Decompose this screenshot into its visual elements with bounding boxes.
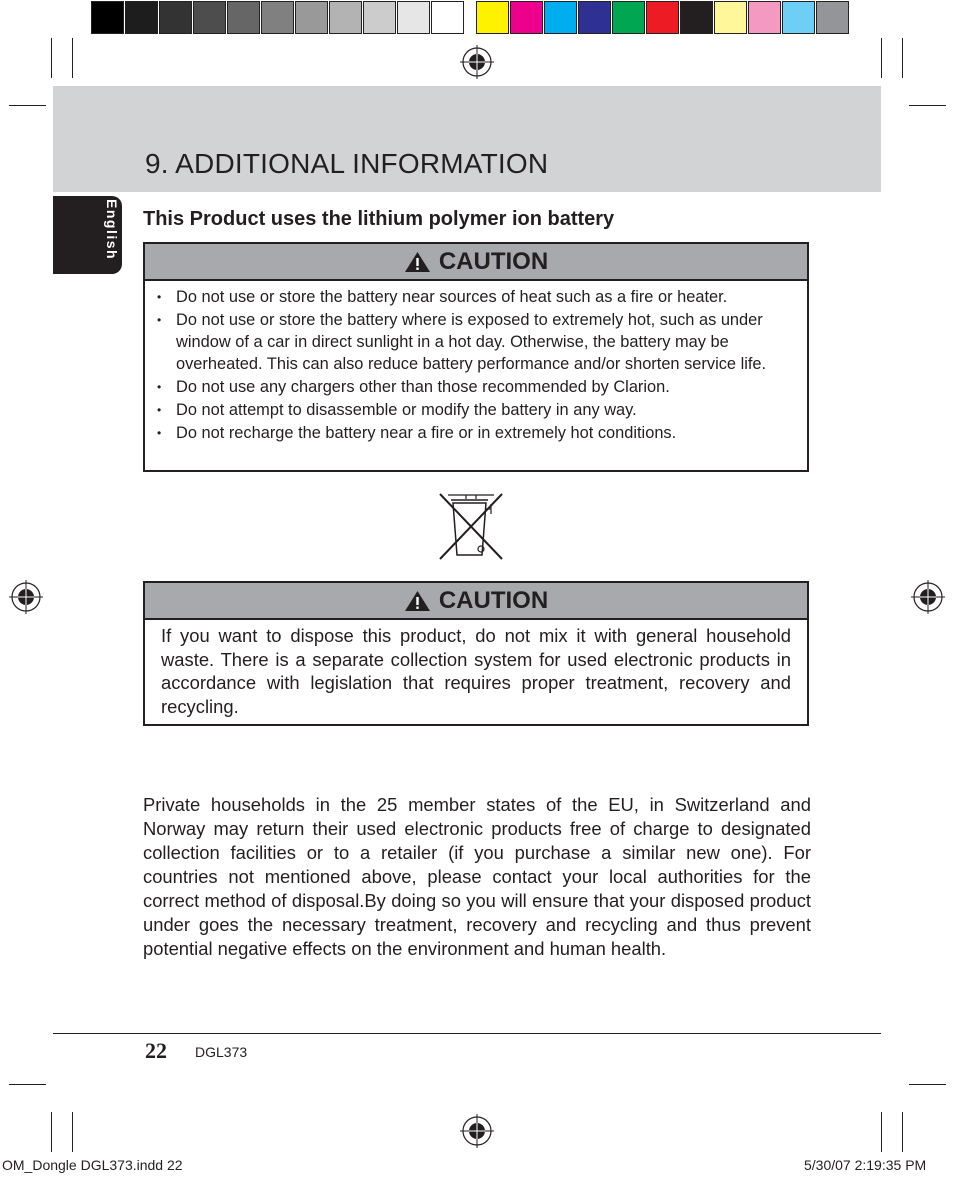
color-swatch [578,1,611,34]
caution-label: CAUTION [438,247,549,275]
color-swatch [159,1,192,34]
page-number: 22 [145,1038,167,1063]
registration-mark-icon [460,45,494,79]
language-tab [53,196,122,274]
color-swatch [748,1,781,34]
list-item: • Do not attempt to disassemble or modify the battery in any way. [157,399,795,421]
crop-mark [51,38,52,78]
color-swatch [544,1,577,34]
color-swatch [782,1,815,34]
caution-header [145,583,807,620]
crop-mark [881,1112,882,1152]
crop-mark [902,1112,903,1152]
color-swatch [363,1,396,34]
section-title: 9. ADDITIONAL INFORMATION [145,148,549,179]
registration-mark-icon [460,1114,494,1148]
color-swatch [714,1,747,34]
color-swatch [193,1,226,34]
warning-triangle-icon [404,251,431,273]
color-swatch [295,1,328,34]
crop-mark [51,1112,52,1152]
timestamp-slug: 5/30/07 2:19:35 PM [804,1157,927,1173]
color-calibration-bar [91,1,850,36]
registration-mark-icon [9,580,43,614]
crop-mark [902,38,903,78]
color-swatch [397,1,430,34]
disposal-caution-text: If you want to dispose this product, do not mix it with general household waste. There is a separate collection system for used electronic products in accordance with legislation that requires proper treatment, recovery and recycling. [161,625,791,717]
caution-header [145,244,807,281]
language-tab-label: English [104,199,120,261]
footer-rule [53,1033,881,1034]
color-swatch [680,1,713,34]
color-swatch [465,1,475,34]
file-slug: OM_Dongle DGL373.indd 22 [2,1157,183,1173]
color-swatch [261,1,294,34]
crop-mark [9,105,46,106]
color-swatch [431,1,464,34]
crop-mark [72,1112,73,1152]
list-item: • Do not recharge the battery near a fire or in extremely hot conditions. [157,422,795,444]
registration-mark-icon [911,580,945,614]
list-item: • Do not use or store the battery where is exposed to extremely hot, such as under window of a car in direct sunlight in a hot day. Otherwise, the battery may be overheated. This can also reduce battery performance and/or shorten service life. [157,309,795,375]
color-swatch [646,1,679,34]
battery-heading: This Product uses the lithium polymer ion battery [143,208,615,230]
color-swatch [91,1,124,34]
crop-mark [72,38,73,78]
battery-caution-list [145,281,807,444]
color-swatch [476,1,509,34]
list-item: • Do not use or store the battery near sources of heat such as a fire or heater. [157,286,795,308]
color-swatch [125,1,158,34]
warning-triangle-icon [404,590,431,612]
color-swatch [612,1,645,34]
color-swatch [510,1,543,34]
crossed-out-wheelie-bin-icon [438,492,504,562]
crop-mark [909,1084,946,1085]
battery-caution-box [143,242,809,472]
color-swatch [227,1,260,34]
color-swatch [816,1,849,34]
caution-label: CAUTION [438,586,549,614]
disposal-caution-box [143,581,809,726]
crop-mark [881,38,882,78]
model-name: DGL373 [195,1044,248,1060]
crop-mark [909,105,946,106]
list-item: • Do not use any chargers other than those recommended by Clarion. [157,376,795,398]
color-swatch [329,1,362,34]
crop-mark [9,1084,46,1085]
disposal-info-paragraph: Private households in the 25 member states of the EU, in Switzerland and Norway may return their used electronic products free of charge to designated collection facilities or to a retailer (if you purchase a similar new one). For countries not mentioned above, please contact your local authorities for the correct method of disposal.By doing so you will ensure that your disposed product under goes the necessary treatment, recovery and recycling and thus prevent potential negative effects on the environment and human health. [143,794,811,959]
